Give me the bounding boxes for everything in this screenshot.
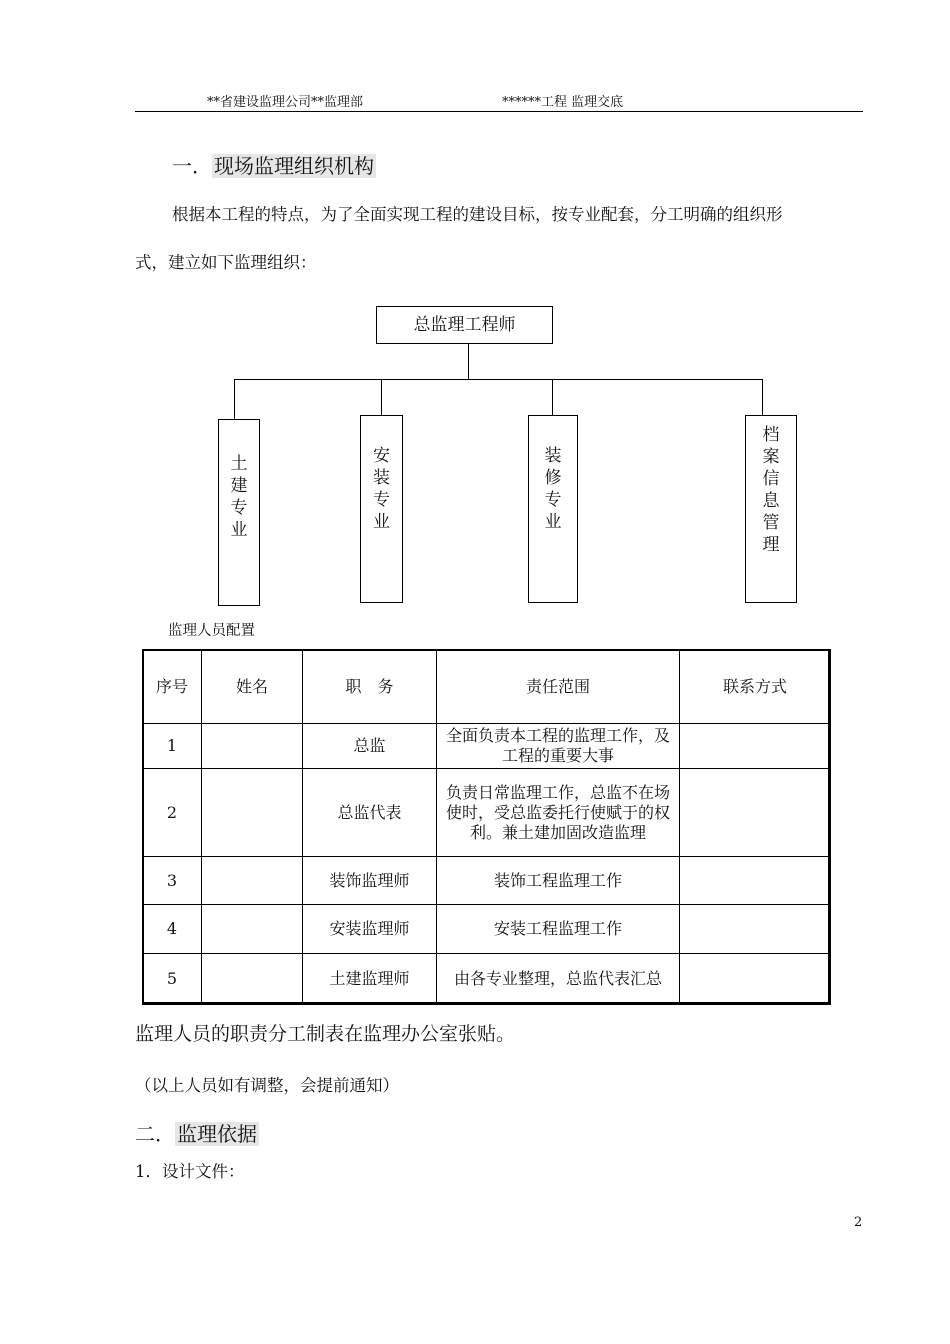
- cell-contact: [680, 905, 831, 954]
- change-note: （以上人员如有调整，会提前通知）: [135, 1076, 399, 1095]
- intro-line-1: 根据本工程的特点，为了全面实现工程的建设目标，按专业配套，分工明确的组织形: [172, 205, 783, 224]
- cell-role: 总监代表: [303, 769, 437, 857]
- org-branch-archive-label: 档 案 信 息 管 理: [762, 425, 780, 555]
- col-header-no: 序号: [143, 650, 202, 724]
- org-branch-civil-label: 土 建 专 业: [230, 454, 248, 540]
- cell-contact: [680, 954, 831, 1005]
- section2-number: 二．: [135, 1122, 175, 1146]
- cell-name: [202, 954, 303, 1005]
- org-connector-4: [762, 379, 763, 416]
- org-root-box: [376, 306, 553, 344]
- section1-title: 现场监理组织机构: [214, 154, 374, 178]
- col-header-contact: 联系方式: [680, 650, 831, 724]
- cell-name: [202, 905, 303, 954]
- cell-no: 1: [143, 724, 202, 769]
- cell-name: [202, 769, 303, 857]
- org-branch-install: [360, 415, 403, 603]
- cell-role: 总监: [303, 724, 437, 769]
- intro-line-2: 式，建立如下监理组织：: [135, 253, 317, 272]
- org-branch-civil: [218, 419, 260, 606]
- cell-no: 2: [143, 769, 202, 857]
- org-connector-1: [234, 379, 235, 420]
- org-connector-2: [381, 379, 382, 416]
- org-branch-decor-label: 装 修 专 业: [544, 446, 562, 532]
- cell-scope: 负责日常监理工作，总监不在场使时，受总监委托行使赋于的权利。兼土建加固改造监理: [437, 769, 680, 857]
- header-left: **省建设监理公司**监理部: [207, 95, 364, 110]
- cell-name: [202, 724, 303, 769]
- cell-role: 土建监理师: [303, 954, 437, 1005]
- col-header-scope: 责任范围: [437, 650, 680, 724]
- section2-heading: [135, 1118, 259, 1147]
- cell-scope: 由各专业整理，总监代表汇总: [437, 954, 680, 1005]
- org-connector-root: [468, 344, 469, 380]
- col-header-name: 姓名: [202, 650, 303, 724]
- cell-contact: [680, 769, 831, 857]
- cell-role: 安装监理师: [303, 905, 437, 954]
- table-row: [143, 954, 831, 1005]
- cell-scope: 安装工程监理工作: [437, 905, 680, 954]
- org-connector-3: [552, 379, 553, 416]
- cell-scope: 装饰工程监理工作: [437, 857, 680, 905]
- section2-item1: 1．设计文件：: [135, 1162, 245, 1181]
- org-root-label: 总监理工程师: [413, 315, 516, 335]
- cell-no: 4: [143, 905, 202, 954]
- cell-name: [202, 857, 303, 905]
- header-rule: [135, 111, 863, 112]
- table-row: [143, 724, 831, 769]
- org-branch-install-label: 安 装 专 业: [373, 446, 390, 532]
- section2-title: 监理依据: [177, 1122, 257, 1146]
- cell-no: 5: [143, 954, 202, 1005]
- cell-contact: [680, 724, 831, 769]
- cell-contact: [680, 857, 831, 905]
- table-caption: 监理人员配置: [168, 623, 255, 639]
- table-row: [143, 857, 831, 905]
- table-row: [143, 769, 831, 857]
- duty-note: 监理人员的职责分工制表在监理办公室张贴。: [135, 1023, 516, 1045]
- staff-table: [142, 649, 831, 1005]
- header-right: ******工程 监理交底: [502, 95, 624, 110]
- table-row: [143, 905, 831, 954]
- col-header-role: 职 务: [303, 650, 437, 724]
- section1-number: 一．: [172, 154, 212, 178]
- cell-scope: 全面负责本工程的监理工作，及工程的重要大事: [437, 724, 680, 769]
- org-connector-bar: [234, 379, 763, 380]
- section1-heading: [172, 150, 376, 179]
- cell-role: 装饰监理师: [303, 857, 437, 905]
- cell-no: 3: [143, 857, 202, 905]
- org-branch-decor: [528, 415, 578, 603]
- table-header-row: [143, 650, 831, 724]
- page-number: 2: [854, 1215, 863, 1230]
- org-branch-archive: [745, 415, 797, 603]
